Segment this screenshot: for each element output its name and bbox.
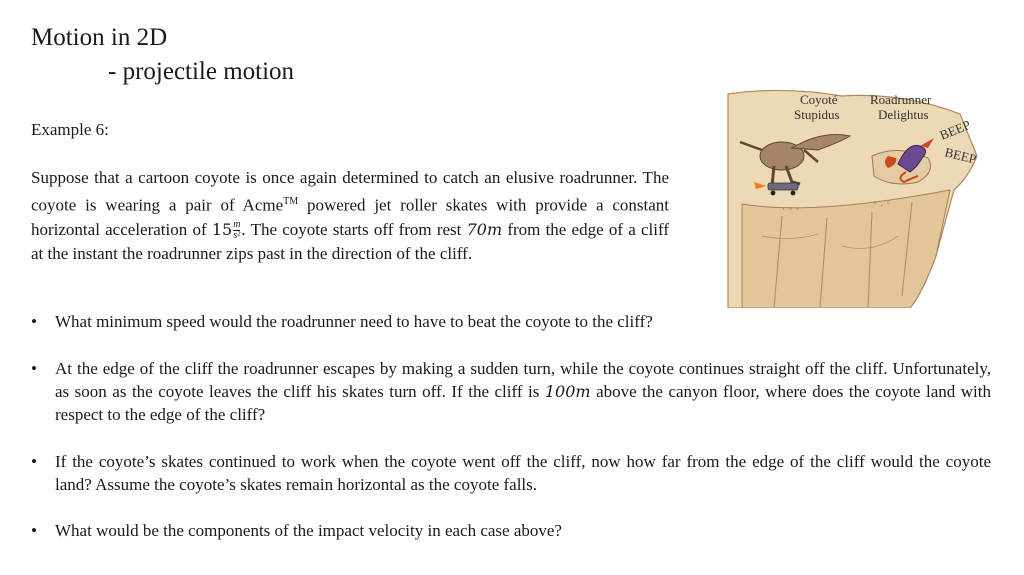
svg-text:◦ . ◦: ◦ . ◦ bbox=[872, 199, 892, 209]
question-text: If the coyote’s skates continued to work when the coyote went off the cliff, now how far from the edge of the cliff would the coyote land? Assume the coyote’s skates remain horizontal as the coyote falls. bbox=[55, 452, 991, 494]
beep-text-2: BEEP bbox=[943, 144, 978, 167]
start-distance: 70m bbox=[466, 219, 503, 239]
slide-title: Motion in 2D bbox=[31, 24, 168, 51]
trademark-sup: TM bbox=[283, 196, 299, 207]
acceleration-value: 15 bbox=[211, 219, 233, 239]
cliff-height: 100m bbox=[544, 382, 591, 401]
roadrunner-label-1: Roadrunner bbox=[870, 92, 932, 107]
question-text bbox=[55, 357, 991, 426]
roadrunner-label-2: Delightus bbox=[878, 107, 929, 122]
coyote-label-2: Stupidus bbox=[794, 107, 840, 122]
intro-part-4: from the edge of a cliff at the instant the roadrunner zips past in the direction of the cliff. bbox=[31, 219, 669, 263]
illustration bbox=[722, 86, 990, 308]
intro-part-3: . The coyote starts off from rest bbox=[241, 219, 467, 239]
units-numerator: m bbox=[233, 219, 241, 231]
intro-part-2: powered jet roller skates with provide a constant horizontal acceleration of bbox=[31, 195, 669, 239]
svg-text:· ◦ ·: · ◦ · bbox=[782, 205, 799, 215]
coyote-label-1: Coyoté bbox=[800, 92, 838, 107]
units-denominator: s² bbox=[233, 230, 241, 242]
bullet-point: • bbox=[31, 452, 37, 471]
problem-statement bbox=[31, 166, 669, 266]
acceleration-units bbox=[233, 220, 240, 241]
question-text: What would be the components of the impact velocity in each case above? bbox=[55, 521, 562, 540]
question-text: What minimum speed would the roadrunner need to have to beat the coyote to the cliff? bbox=[55, 312, 653, 331]
question-text-before: At the edge of the cliff the roadrunner escapes by making a sudden turn, while the coyote continues straight off the cliff. Unfortunately, as soon as the coyote leaves the cliff his skates turn off. If the cliff is bbox=[55, 359, 991, 401]
coyote-roadrunner-cartoon bbox=[722, 86, 990, 308]
example-heading: Example 6: bbox=[31, 120, 109, 139]
beep-text-1: BEEP bbox=[937, 116, 973, 143]
bullet-point: • bbox=[31, 312, 37, 331]
bullet-point: • bbox=[31, 521, 37, 540]
slide-subtitle: - projectile motion bbox=[108, 58, 295, 85]
question-text-after: above the canyon floor, where does the coyote land with respect to the edge of the cliff? bbox=[55, 382, 991, 424]
intro-part-1: Suppose that a cartoon coyote is once again determined to catch an elusive roadrunner. The coyote is wearing a pair of Acme bbox=[31, 168, 669, 215]
bullet-point: • bbox=[31, 359, 37, 378]
